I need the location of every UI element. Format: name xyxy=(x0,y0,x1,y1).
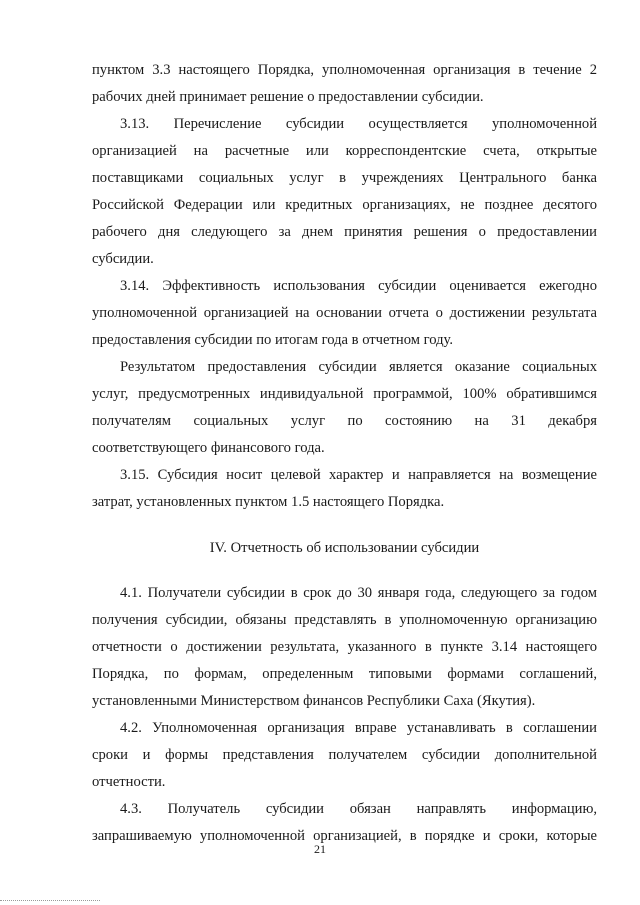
text-line: Порядка, по формам, определенным типовыми формами соглашений, xyxy=(92,666,597,682)
text-line: установленными Министерством финансов Республики Саха (Якутия). xyxy=(92,693,536,709)
text-line: 4.3. Получатель субсидии обязан направлять информацию, xyxy=(120,801,597,817)
text-line: пунктом 3.3 настоящего Порядка, уполномоченная организация в течение 2 xyxy=(92,62,597,78)
text-line: затрат, установленных пунктом 1.5 настоящего Порядка. xyxy=(92,494,445,510)
text-line: 4.1. Получатели субсидии в срок до 30 января года, следующего за годом xyxy=(120,585,597,601)
text-line: организацией на расчетные или корреспондентские счета, открытые xyxy=(92,143,597,159)
text-line: 3.13. Перечисление субсидии осуществляется уполномоченной xyxy=(120,116,597,132)
section-heading: IV. Отчетность об использовании субсидии xyxy=(209,540,480,556)
text-line: соответствующего финансового года. xyxy=(92,440,325,456)
text-line: уполномоченной организацией на основании отчета о достижении результата xyxy=(92,305,597,321)
text-line: услуг, предусмотренных индивидуальной программой, 100% обратившимся xyxy=(92,386,597,402)
text-line: Результатом предоставления субсидии является оказание социальных xyxy=(120,359,597,375)
text-line: отчетности о достижении результата, указанного в пункте 3.14 настоящего xyxy=(92,639,597,655)
text-line: рабочего дня следующего за днем принятия решения о предоставлении xyxy=(92,224,597,240)
text-line: предоставления субсидии по итогам года в отчетном году. xyxy=(92,332,454,348)
text-line: получателям социальных услуг по состоянию на 31 декабря xyxy=(92,413,597,429)
text-line: 4.2. Уполномоченная организация вправе устанавливать в соглашении xyxy=(120,720,597,736)
text-line: 3.15. Субсидия носит целевой характер и направляется на возмещение xyxy=(120,467,597,483)
text-line: отчетности. xyxy=(92,774,166,790)
text-line: сроки и формы представления получателем субсидии дополнительной xyxy=(92,747,597,763)
scan-edge-divider xyxy=(0,900,100,902)
page-number: 21 xyxy=(314,842,326,856)
text-line: поставщиками социальных услуг в учреждениях Центрального банка xyxy=(92,170,597,186)
text-line: рабочих дней принимает решение о предоставлении субсидии. xyxy=(92,89,484,105)
text-line: 3.14. Эффективность использования субсидии оценивается ежегодно xyxy=(120,278,597,294)
text-line: запрашиваемую уполномоченной организацией, в порядке и сроки, которые xyxy=(92,828,597,844)
text-line: Российской Федерации или кредитных организациях, не позднее десятого xyxy=(92,197,597,213)
text-line: получения субсидии, обязаны представлять в уполномоченную организацию xyxy=(92,612,597,628)
text-line: субсидии. xyxy=(92,251,154,267)
